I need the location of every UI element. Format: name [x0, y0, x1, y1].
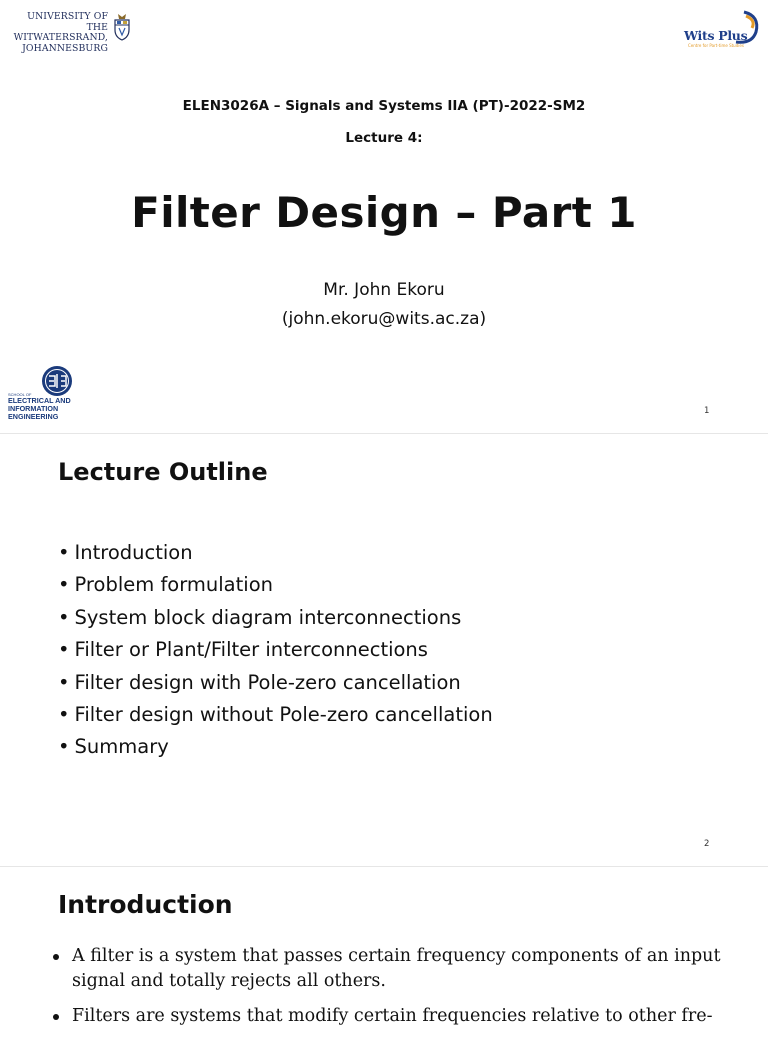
wits-plus-name: Wits Plus: [684, 28, 748, 43]
list-item: A filter is a system that passes certain frequency components of an input signal and totally rejects all others.: [50, 944, 740, 994]
slide-divider: [0, 433, 768, 434]
school-logo: [8, 364, 80, 426]
school-logo-text: SCHOOL OF ELECTRICAL AND INFORMATION ENGINEERING: [8, 392, 71, 422]
list-item: • Summary: [58, 732, 493, 764]
lecture-number: Lecture 4:: [345, 130, 423, 146]
slide-divider: [0, 866, 768, 867]
page-number: 2: [704, 839, 710, 849]
author-name: Mr. John Ekoru: [323, 280, 445, 300]
list-item: • System block diagram interconnections: [58, 603, 493, 635]
university-logo-text: UNIVERSITY OF THE WITWATERSRAND, JOHANNESBURG: [13, 11, 108, 54]
list-item: • Filter design without Pole-zero cancellation: [58, 700, 493, 732]
wits-plus-logo: [680, 10, 764, 50]
outline-list: [58, 538, 493, 765]
title-slide: [0, 0, 768, 432]
lecture-title: Filter Design – Part 1: [131, 188, 637, 237]
page-number: 1: [704, 406, 710, 416]
course-code: ELEN3026A – Signals and Systems IIA (PT)-2022-SM2: [182, 98, 586, 114]
wits-plus-tagline: Centre for Part-time Studies: [688, 43, 744, 48]
university-logo: [8, 10, 128, 54]
list-item: • Introduction: [58, 538, 493, 570]
list-item: • Problem formulation: [58, 570, 493, 602]
list-item: Filters are systems that modify certain frequencies relative to other fre-: [50, 1004, 740, 1029]
introduction-heading: Introduction: [58, 890, 233, 919]
list-item: • Filter or Plant/Filter interconnections: [58, 635, 493, 667]
list-item: • Filter design with Pole-zero cancellation: [58, 668, 493, 700]
introduction-body: [50, 944, 740, 1039]
outline-heading: Lecture Outline: [58, 458, 268, 486]
university-crest-icon: [112, 12, 132, 42]
author-email: (john.ekoru@wits.ac.za): [281, 309, 487, 329]
